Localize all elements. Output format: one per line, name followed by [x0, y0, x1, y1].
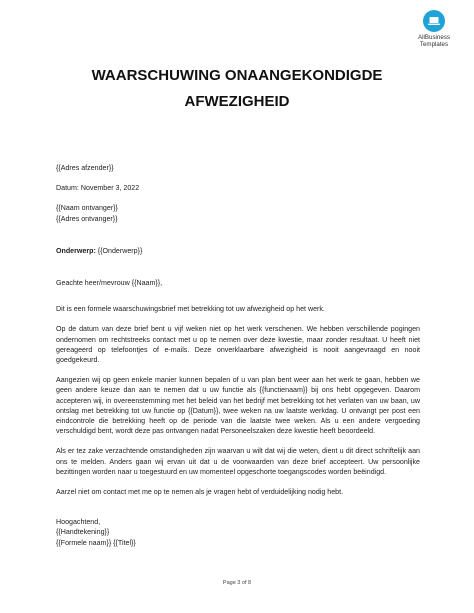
- closing-greeting: Hoogachtend,: [56, 518, 101, 527]
- paragraph-contact: Aarzel niet om contact met me op te nemen als je vragen hebt of verduidelijking nodig hebt.: [56, 488, 344, 497]
- logo-subtitle: Templates: [419, 41, 449, 48]
- closing-signature: {{Handtekening}}: [56, 528, 110, 537]
- allbusiness-logo: [404, 10, 464, 48]
- subject-line: [56, 246, 420, 256]
- recipient-name: {{Naam ontvanger}}: [56, 204, 118, 213]
- document-title: [20, 63, 454, 115]
- salutation: Geachte heer/mevrouw {{Naam}},: [56, 279, 163, 288]
- paragraph-absence: Op de datum van deze brief bent u vijf weken niet op het werk verschenen. We hebben verschillende pogingen ondernomen om rechtstreeks contact met u op te nemen over deze kwestie, maar zonder resultaat. U heeft niet gereageerd op telefoontjes of e-mails. Deze onverklaarbare afwezigheid is nooit aangevraagd en nooit goedgekeurd.: [56, 325, 420, 365]
- logo-name: AllBusiness: [418, 34, 450, 41]
- paragraph-intro: Dit is een formele waarschuwingsbrief met betrekking tot uw afwezigheid op het werk.: [56, 305, 325, 314]
- sender-address: {{Adres afzender}}: [56, 164, 114, 172]
- title-line-1: WAARSCHUWING ONAANGEKONDIGDE: [91, 67, 383, 84]
- subject-value: {{Onderwerp}}: [95, 246, 143, 255]
- paragraph-resignation: Aangezien wij op geen enkele manier kunnen bepalen of u van plan bent weer aan het werk te gaan, hebben we geen andere keuze dan aan te nemen dat u uw functie als {{functienaam}} bij ons hebt opgegeven. Daarom accepteren wij, in overeenstemming met het beleid van het bedrijf met betrekking tot het verlaten van uw baan, uw ontslag met betrekking tot uw functie op {{Datum}}, twee weken na uw laatste werkdag. U ontvangt per post een eindcontrole die betrekking heeft op de periode van die laatste twee weken. Als u een andere vergoeding verschuldigd bent, wordt deze pas ontvangen nadat Personeelszaken deze kwestie heeft beoordeeld.: [56, 376, 420, 436]
- recipient-address: {{Adres ontvanger}}: [56, 214, 118, 223]
- laptop-icon: [423, 10, 445, 32]
- title-line-2: AFWEZIGHEID: [184, 93, 290, 110]
- closing-name-title: {{Formele naam}} {{Titel}}: [56, 538, 136, 547]
- page-number: Page 3 of 8: [222, 580, 252, 586]
- subject-label: Onderwerp:: [56, 246, 96, 255]
- letter-date: Datum: November 3, 2022: [56, 184, 140, 193]
- letter-body: [56, 163, 420, 548]
- paragraph-circumstances: Als er tez zake verzachtende omstandigheden zijn waarvan u wilt dat wij die weten, dient u dit direct schriftelijk aan ons te melden. Anders gaan wij ervan uit dat u de voorwaarden van deze brief accepteert. Uw persoonlijke bezittingen worden naar u toegestuurd en uw momenteel opgeschorte toegangscodes worden beëindigd.: [56, 447, 420, 476]
